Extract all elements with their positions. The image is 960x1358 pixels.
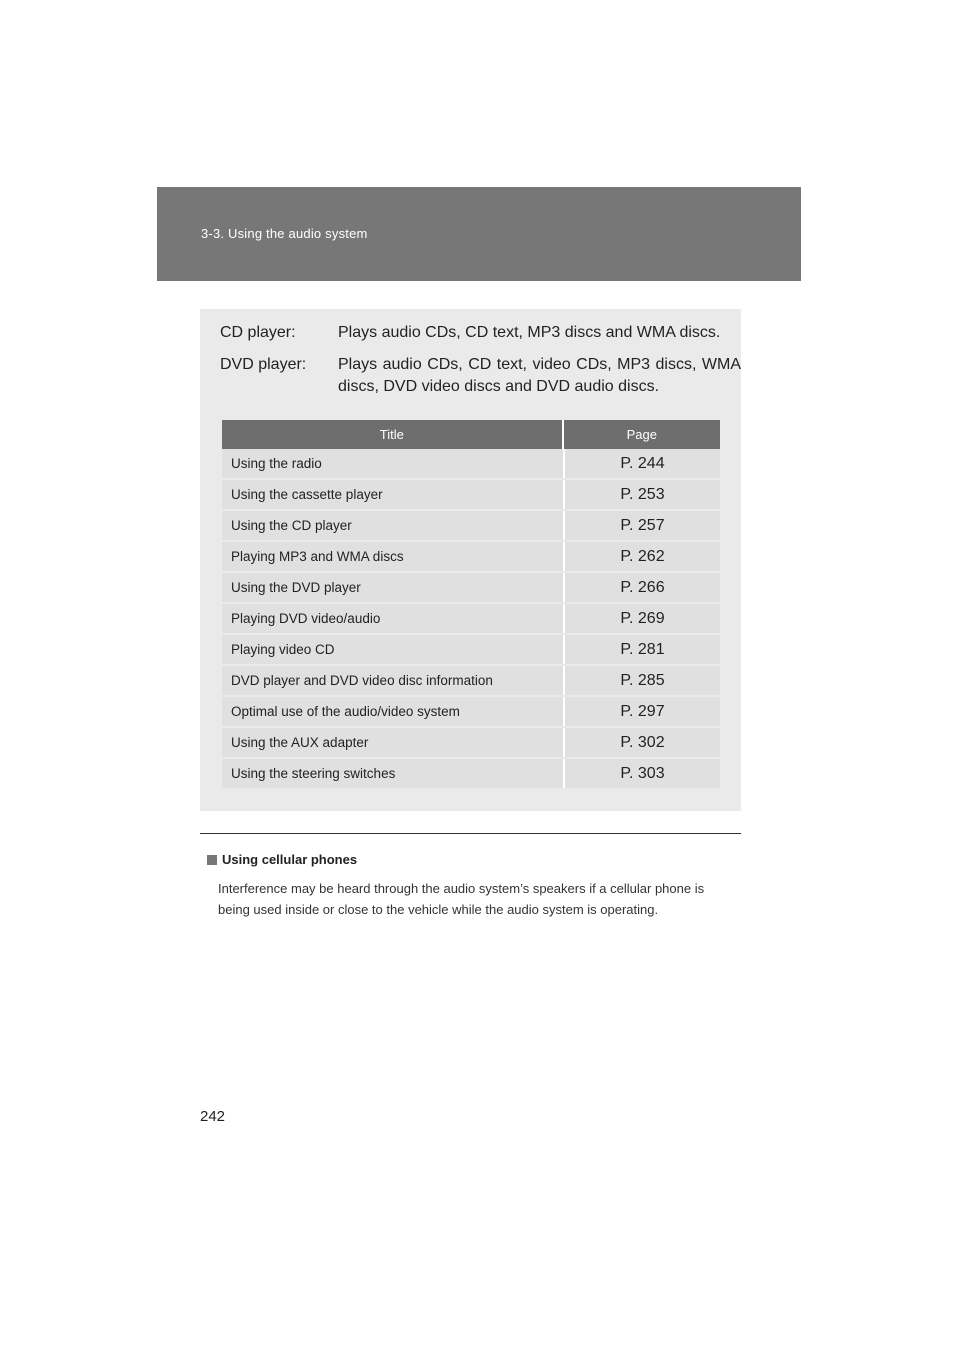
table-row (222, 728, 720, 757)
page-number: 242 (200, 1108, 226, 1125)
table-body (222, 449, 720, 788)
note-heading-text: Using cellular phones (222, 852, 358, 867)
row-page-reference: P. 257 (620, 516, 665, 534)
table-header-row (222, 420, 720, 449)
section-header-bar (157, 187, 801, 281)
column-header-title: Title (379, 427, 404, 442)
row-title: Using the steering switches (231, 766, 396, 781)
row-title: Using the AUX adapter (231, 735, 369, 750)
row-page-reference: P. 285 (620, 671, 665, 689)
row-page-reference: P. 302 (620, 733, 665, 751)
audio-system-overview-box (200, 309, 741, 811)
row-page-reference: P. 262 (620, 547, 665, 565)
note-body: Interference may be heard through the audio system’s speakers if a cellular phone is being used inside or close to the vehicle while the audio system is operating. (218, 881, 705, 917)
table-row (222, 666, 720, 695)
table-row (222, 480, 720, 509)
section-title: 3-3. Using the audio system (201, 226, 368, 241)
row-title: Using the CD player (231, 518, 352, 533)
row-page-reference: P. 269 (620, 609, 665, 627)
note-heading (207, 852, 357, 867)
table-row (222, 759, 720, 788)
row-title: Playing MP3 and WMA discs (231, 549, 404, 564)
row-page-reference: P. 303 (620, 764, 665, 782)
table-row (222, 635, 720, 664)
square-bullet-icon (207, 855, 217, 865)
row-page-reference: P. 281 (620, 640, 665, 658)
row-title: Playing video CD (231, 642, 335, 657)
row-title: DVD player and DVD video disc information (231, 673, 493, 688)
row-page-reference: P. 244 (620, 454, 665, 472)
dvd-player-description: Plays audio CDs, CD text, video CDs, MP3 discs, WMA discs, DVD video discs and DVD audio discs. (338, 356, 741, 395)
function-page-table (222, 420, 720, 788)
table-row (222, 449, 720, 478)
row-page-reference: P. 253 (620, 485, 665, 503)
row-page-reference: P. 297 (620, 702, 665, 720)
row-title: Optimal use of the audio/video system (231, 704, 460, 719)
table-row (222, 697, 720, 726)
table-row (222, 511, 720, 540)
dvd-player-label: DVD player: (220, 356, 307, 373)
row-title: Playing DVD video/audio (231, 611, 381, 626)
column-header-page: Page (626, 427, 657, 442)
table-row (222, 542, 720, 571)
table-row (222, 573, 720, 602)
section-divider-line (200, 833, 741, 834)
row-title: Using the cassette player (231, 487, 383, 502)
table-row (222, 604, 720, 633)
row-page-reference: P. 266 (620, 578, 665, 596)
cd-player-label: CD player: (220, 324, 296, 341)
row-title: Using the radio (231, 456, 322, 471)
row-title: Using the DVD player (231, 580, 361, 595)
cd-player-description: Plays audio CDs, CD text, MP3 discs and WMA discs. (338, 324, 721, 341)
